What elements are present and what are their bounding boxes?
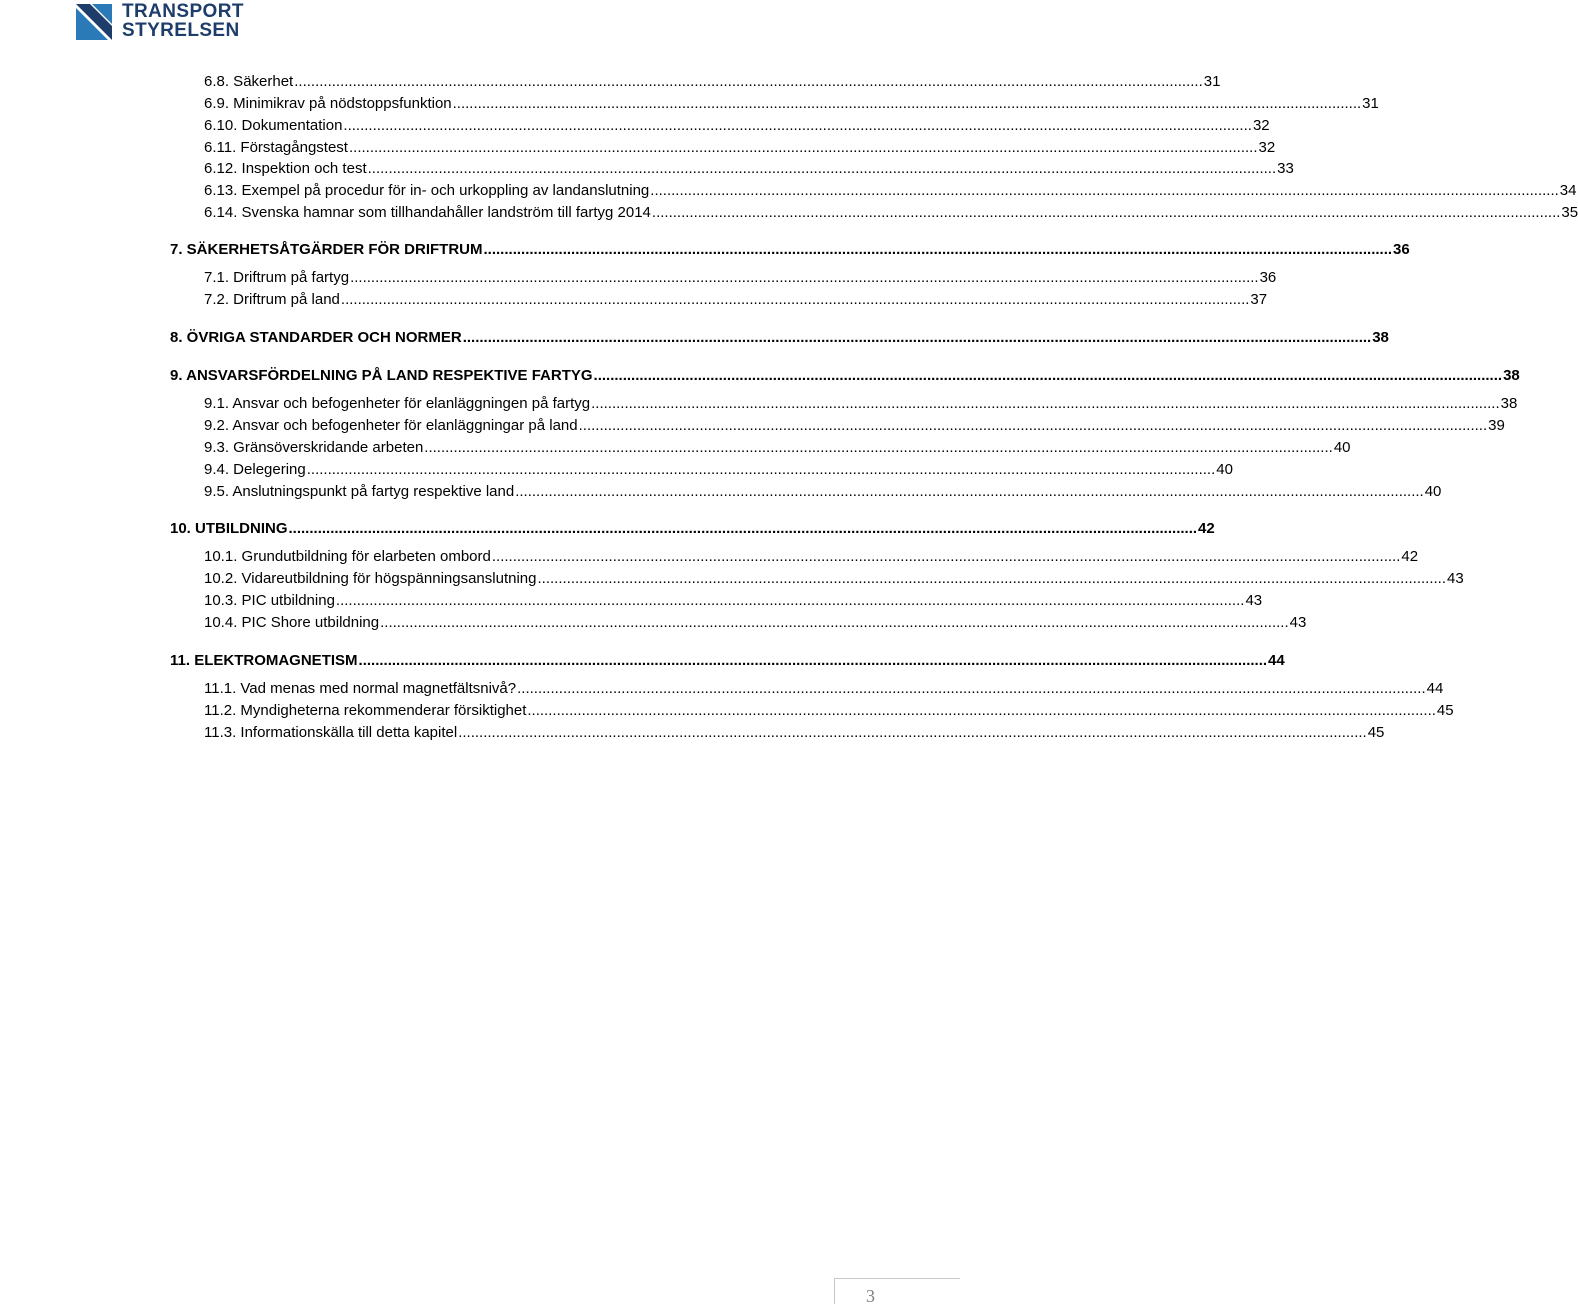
logo-text-line2: STYRELSEN [122, 20, 240, 41]
toc-dot-leader: .......................................................................................................................................................................................................................... [367, 160, 1277, 177]
toc-entry-label: 11.1. Vad menas med normal magnetfältsnivå? [204, 680, 517, 697]
toc-entry-label: 8. ÖVRIGA STANDARDER OCH NORMER [170, 329, 462, 346]
toc-dot-leader: .......................................................................................................................................................................................................................... [537, 570, 1446, 587]
toc-entry-label: 11. ELEKTROMAGNETISM [170, 652, 358, 669]
toc-entry-page: 39 [1488, 417, 1505, 434]
toc-entry-label: 10.4. PIC Shore utbildning [204, 614, 380, 631]
toc-entry-page: 40 [1216, 461, 1233, 478]
toc-dot-leader: .......................................................................................................................................................................................................................... [348, 139, 1258, 156]
toc-entry-page: 44 [1426, 680, 1444, 697]
toc-entry-label: 10.2. Vidareutbildning för högspänningsanslutning [204, 570, 537, 587]
toc-entry-label: 9.4. Delegering [204, 461, 306, 478]
page-number-box [834, 1278, 960, 1304]
toc-entry-page: 38 [1500, 395, 1518, 412]
toc-entry[interactable] [204, 117, 1270, 135]
toc-entry-label: 6.12. Inspektion och test [204, 160, 367, 177]
toc-dot-leader: .......................................................................................................................................................................................................................... [358, 652, 1268, 669]
toc-entry-label: 11.3. Informationskälla till detta kapitel [204, 724, 458, 741]
toc-entry-page: 35 [1561, 204, 1578, 221]
toc-dot-leader: .......................................................................................................................................................................................................................... [491, 548, 1401, 565]
toc-entry-label: 9.1. Ansvar och befogenheter för elanläggningen på fartyg [204, 395, 591, 412]
toc-dot-leader: .......................................................................................................................................................................................................................... [651, 204, 1561, 221]
toc-dot-leader: .......................................................................................................................................................................................................................... [483, 241, 1393, 258]
toc-entry-label: 10.1. Grundutbildning för elarbeten ombord [204, 548, 491, 565]
toc-entry[interactable] [204, 592, 1263, 610]
toc-dot-leader: .......................................................................................................................................................................................................................... [591, 395, 1500, 412]
toc-entry-page: 42 [1198, 520, 1215, 537]
page-number: 3 [866, 1286, 875, 1306]
toc-entry-page: 37 [1250, 291, 1268, 308]
toc-entry-page: 36 [1259, 269, 1277, 286]
toc-entry[interactable] [204, 291, 1268, 309]
toc-chapter-entry[interactable] [170, 520, 1215, 538]
toc-entry-label: 6.8. Säkerhet [204, 73, 294, 90]
toc-entry[interactable] [204, 461, 1233, 479]
toc-entry-page: 31 [1362, 95, 1379, 112]
toc-entry-label: 11.2. Myndigheterna rekommenderar försiktighet [204, 702, 527, 719]
toc-entry[interactable] [204, 395, 1518, 413]
toc-entry[interactable] [204, 95, 1379, 113]
toc-entry-label: 6.9. Minimikrav på nödstoppsfunktion [204, 95, 452, 112]
toc-entry-label: 10.3. PIC utbildning [204, 592, 335, 609]
toc-dot-leader: .......................................................................................................................................................................................................................... [294, 73, 1203, 90]
toc-entry-page: 43 [1245, 592, 1263, 609]
toc-entry-label: 6.10. Dokumentation [204, 117, 343, 134]
toc-entry-page: 33 [1277, 160, 1294, 177]
toc-dot-leader: .......................................................................................................................................................................................................................... [593, 367, 1503, 384]
toc-entry-page: 44 [1268, 652, 1285, 669]
toc-entry-page: 34 [1559, 182, 1577, 199]
toc-entry[interactable] [204, 182, 1577, 200]
toc-entry[interactable] [204, 614, 1307, 632]
toc-dot-leader: .......................................................................................................................................................................................................................... [343, 117, 1252, 134]
toc-entry-page: 42 [1401, 548, 1419, 565]
toc-dot-leader: .......................................................................................................................................................................................................................... [527, 702, 1436, 719]
toc-chapter-entry[interactable] [170, 652, 1285, 670]
toc-entry-label: 9.2. Ansvar och befogenheter för elanläggningar på land [204, 417, 578, 434]
toc-chapter-entry[interactable] [170, 367, 1520, 385]
toc-dot-leader: .......................................................................................................................................................................................................................... [452, 95, 1362, 112]
toc-entry-page: 40 [1333, 439, 1351, 456]
toc-dot-leader: .......................................................................................................................................................................................................................... [350, 269, 1259, 286]
toc-entry[interactable] [204, 417, 1505, 435]
toc-entry-label: 9. ANSVARSFÖRDELNING PÅ LAND RESPEKTIVE FARTYG [170, 367, 593, 384]
logo-text-line1: TRANSPORT [122, 1, 244, 22]
toc-entry-page: 40 [1424, 483, 1442, 500]
toc-entry-page: 45 [1367, 724, 1385, 741]
toc-dot-leader: .......................................................................................................................................................................................................................... [515, 483, 1424, 500]
toc-dot-leader: .......................................................................................................................................................................................................................... [517, 680, 1426, 697]
toc-dot-leader: .......................................................................................................................................................................................................................... [380, 614, 1289, 631]
toc-entry-page: 43 [1289, 614, 1307, 631]
toc-entry-label: 7. SÄKERHETSÅTGÄRDER FÖR DRIFTRUM [170, 241, 483, 258]
toc-entry[interactable] [204, 139, 1276, 157]
toc-entry[interactable] [204, 548, 1419, 566]
toc-entry-page: 38 [1372, 329, 1389, 346]
toc-dot-leader: .......................................................................................................................................................................................................................... [458, 724, 1367, 741]
toc-entry[interactable] [204, 724, 1385, 742]
toc-entry-page: 38 [1503, 367, 1520, 384]
toc-dot-leader: .......................................................................................................................................................................................................................... [306, 461, 1216, 478]
toc-chapter-entry[interactable] [170, 329, 1389, 347]
toc-entry-label: 6.14. Svenska hamnar som tillhandahåller landström till fartyg 2014 [204, 204, 651, 221]
toc-chapter-entry[interactable] [170, 241, 1410, 259]
toc-entry-label: 6.11. Förstagångstest [204, 139, 348, 156]
toc-dot-leader: .......................................................................................................................................................................................................................... [462, 329, 1372, 346]
toc-entry[interactable] [204, 204, 1578, 222]
toc-dot-leader: .......................................................................................................................................................................................................................... [335, 592, 1245, 609]
toc-entry[interactable] [204, 702, 1454, 720]
toc-entry-label: 6.13. Exempel på procedur för in- och urkoppling av landanslutning [204, 182, 650, 199]
toc-dot-leader: .......................................................................................................................................................................................................................... [424, 439, 1333, 456]
toc-dot-leader: .......................................................................................................................................................................................................................... [578, 417, 1488, 434]
toc-entry-label: 7.2. Driftrum på land [204, 291, 340, 308]
toc-entry[interactable] [204, 73, 1221, 91]
toc-dot-leader: .......................................................................................................................................................................................................................... [650, 182, 1559, 199]
toc-entry-label: 10. UTBILDNING [170, 520, 288, 537]
toc-dot-leader: .......................................................................................................................................................................................................................... [340, 291, 1250, 308]
toc-entry-page: 31 [1203, 73, 1221, 90]
toc-entry-page: 32 [1258, 139, 1276, 156]
toc-entry[interactable] [204, 439, 1351, 457]
toc-entry-page: 43 [1447, 570, 1464, 587]
toc-entry[interactable] [204, 570, 1464, 588]
toc-entry-label: 9.5. Anslutningspunkt på fartyg respektive land [204, 483, 515, 500]
toc-entry-page: 45 [1436, 702, 1454, 719]
toc-dot-leader: .......................................................................................................................................................................................................................... [288, 520, 1198, 537]
toc-entry-page: 32 [1252, 117, 1270, 134]
toc-entry-label: 9.3. Gränsöverskridande arbeten [204, 439, 424, 456]
toc-entry-label: 7.1. Driftrum på fartyg [204, 269, 350, 286]
toc-entry[interactable] [204, 483, 1442, 501]
toc-entry[interactable] [204, 269, 1277, 287]
toc-entry[interactable] [204, 680, 1444, 698]
toc-entry[interactable] [204, 160, 1294, 178]
toc-entry-page: 36 [1393, 241, 1410, 258]
